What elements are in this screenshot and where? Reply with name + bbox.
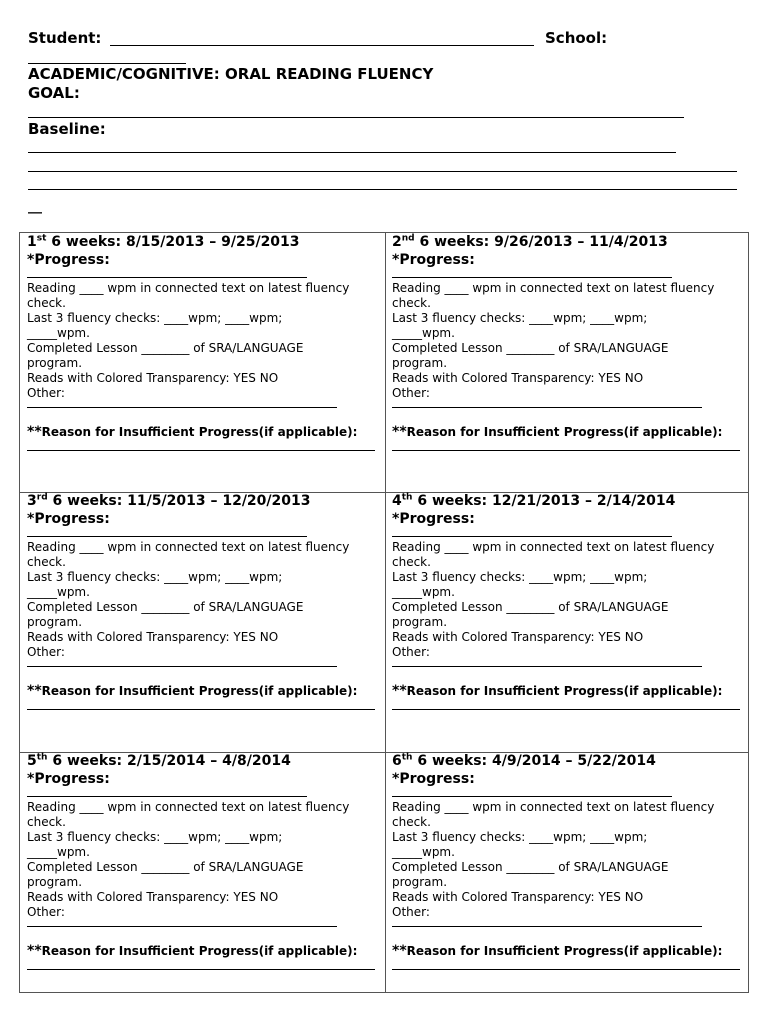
- last-three-checks-cont: _____wpm.: [392, 585, 455, 599]
- reading-wpm-line: Reading ____ wpm in connected text on latest fluency check.: [392, 800, 715, 829]
- reason-label: **Reason for Insufficient Progress(if applicable):: [392, 424, 723, 440]
- baseline-field-2[interactable]: [28, 171, 737, 172]
- other-label: Other:: [392, 645, 430, 659]
- other-field[interactable]: [392, 407, 702, 408]
- progress-label: *Progress:: [27, 252, 110, 268]
- reading-wpm-line: Reading ____ wpm in connected text on latest fluency check.: [392, 540, 715, 569]
- period-title: 6th 6 weeks: 4/9/2014 – 5/22/2014: [392, 752, 656, 769]
- progress-label: *Progress:: [392, 511, 475, 527]
- progress-field[interactable]: [27, 536, 307, 537]
- completed-lesson-line: Completed Lesson ________ of SRA/LANGUAGE: [392, 341, 669, 355]
- reading-wpm-line: Reading ____ wpm in connected text on latest fluency check.: [27, 281, 350, 310]
- progress-label: *Progress:: [27, 511, 110, 527]
- completed-lesson-cont: program.: [392, 356, 448, 370]
- baseline-field-1[interactable]: [28, 152, 676, 153]
- student-label: Student:: [28, 29, 102, 47]
- reason-label: **Reason for Insufficient Progress(if applicable):: [27, 424, 358, 440]
- last-three-checks-line: Last 3 fluency checks: ____wpm; ____wpm;: [392, 311, 648, 325]
- completed-lesson-line: Completed Lesson ________ of SRA/LANGUAGE: [27, 860, 304, 874]
- last-three-checks-cont: _____wpm.: [392, 326, 455, 340]
- reason-field[interactable]: [392, 969, 740, 970]
- period-title: 1st 6 weeks: 8/15/2013 – 9/25/2013: [27, 233, 300, 250]
- reason-label: **Reason for Insufficient Progress(if applicable):: [392, 943, 723, 959]
- last-three-checks-line: Last 3 fluency checks: ____wpm; ____wpm;: [27, 311, 283, 325]
- other-label: Other:: [27, 386, 65, 400]
- grid-divider-vertical: [385, 232, 386, 993]
- period-cell-5: [27, 752, 379, 970]
- period-title: 4th 6 weeks: 12/21/2013 – 2/14/2014: [392, 492, 676, 509]
- school-name-field[interactable]: [28, 63, 186, 64]
- other-label: Other:: [392, 386, 430, 400]
- completed-lesson-line: Completed Lesson ________ of SRA/LANGUAGE: [27, 341, 304, 355]
- completed-lesson-line: Completed Lesson ________ of SRA/LANGUAGE: [392, 600, 669, 614]
- colored-transparency-line: Reads with Colored Transparency: YES NO: [392, 890, 644, 904]
- other-field[interactable]: [27, 666, 337, 667]
- trailing-dash: __: [28, 198, 42, 214]
- reading-wpm-line: Reading ____ wpm in connected text on latest fluency check.: [27, 540, 350, 569]
- progress-field[interactable]: [392, 536, 672, 537]
- last-three-checks-cont: _____wpm.: [392, 845, 455, 859]
- completed-lesson-line: Completed Lesson ________ of SRA/LANGUAGE: [392, 860, 669, 874]
- reading-wpm-line: Reading ____ wpm in connected text on latest fluency check.: [27, 800, 350, 829]
- completed-lesson-cont: program.: [392, 875, 448, 889]
- other-label: Other:: [27, 905, 65, 919]
- completed-lesson-line: Completed Lesson ________ of SRA/LANGUAGE: [27, 600, 304, 614]
- period-cell-4: [392, 492, 744, 710]
- colored-transparency-line: Reads with Colored Transparency: YES NO: [392, 630, 644, 644]
- reason-field[interactable]: [27, 450, 375, 451]
- progress-field[interactable]: [392, 277, 672, 278]
- period-title: 3rd 6 weeks: 11/5/2013 – 12/20/2013: [27, 492, 311, 509]
- progress-field[interactable]: [27, 796, 307, 797]
- goal-label: GOAL:: [28, 84, 80, 102]
- progress-label: *Progress:: [392, 771, 475, 787]
- goal-field[interactable]: [28, 117, 684, 118]
- last-three-checks-cont: _____wpm.: [27, 326, 90, 340]
- other-label: Other:: [27, 645, 65, 659]
- period-cell-2: [392, 233, 744, 451]
- other-field[interactable]: [27, 926, 337, 927]
- colored-transparency-line: Reads with Colored Transparency: YES NO: [27, 371, 279, 385]
- other-label: Other:: [392, 905, 430, 919]
- last-three-checks-line: Last 3 fluency checks: ____wpm; ____wpm;: [27, 570, 283, 584]
- completed-lesson-cont: program.: [27, 875, 83, 889]
- reason-label: **Reason for Insufficient Progress(if applicable):: [392, 683, 723, 699]
- school-label: School:: [545, 29, 608, 47]
- period-title: 5th 6 weeks: 2/15/2014 – 4/8/2014: [27, 752, 291, 769]
- period-title: 2nd 6 weeks: 9/26/2013 – 11/4/2013: [392, 233, 668, 250]
- other-field[interactable]: [27, 407, 337, 408]
- last-three-checks-line: Last 3 fluency checks: ____wpm; ____wpm;: [392, 830, 648, 844]
- completed-lesson-cont: program.: [27, 615, 83, 629]
- baseline-label: Baseline:: [28, 120, 106, 138]
- progress-label: *Progress:: [27, 771, 110, 787]
- colored-transparency-line: Reads with Colored Transparency: YES NO: [27, 890, 279, 904]
- other-field[interactable]: [392, 926, 702, 927]
- student-name-field[interactable]: [110, 45, 534, 46]
- reading-wpm-line: Reading ____ wpm in connected text on latest fluency check.: [392, 281, 715, 310]
- reason-label: **Reason for Insufficient Progress(if applicable):: [27, 943, 358, 959]
- section-title: ACADEMIC/COGNITIVE: ORAL READING FLUENCY: [28, 65, 434, 83]
- reason-label: **Reason for Insufficient Progress(if applicable):: [27, 683, 358, 699]
- completed-lesson-cont: program.: [27, 356, 83, 370]
- colored-transparency-line: Reads with Colored Transparency: YES NO: [27, 630, 279, 644]
- reason-field[interactable]: [392, 709, 740, 710]
- completed-lesson-cont: program.: [392, 615, 448, 629]
- reason-field[interactable]: [392, 450, 740, 451]
- reason-field[interactable]: [27, 709, 375, 710]
- period-cell-1: [27, 233, 379, 451]
- progress-label: *Progress:: [392, 252, 475, 268]
- last-three-checks-line: Last 3 fluency checks: ____wpm; ____wpm;: [392, 570, 648, 584]
- colored-transparency-line: Reads with Colored Transparency: YES NO: [392, 371, 644, 385]
- period-cell-6: [392, 752, 744, 970]
- last-three-checks-cont: _____wpm.: [27, 585, 90, 599]
- progress-field[interactable]: [27, 277, 307, 278]
- last-three-checks-cont: _____wpm.: [27, 845, 90, 859]
- reason-field[interactable]: [27, 969, 375, 970]
- baseline-field-3[interactable]: [28, 189, 737, 190]
- other-field[interactable]: [392, 666, 702, 667]
- last-three-checks-line: Last 3 fluency checks: ____wpm; ____wpm;: [27, 830, 283, 844]
- progress-field[interactable]: [392, 796, 672, 797]
- period-cell-3: [27, 492, 379, 710]
